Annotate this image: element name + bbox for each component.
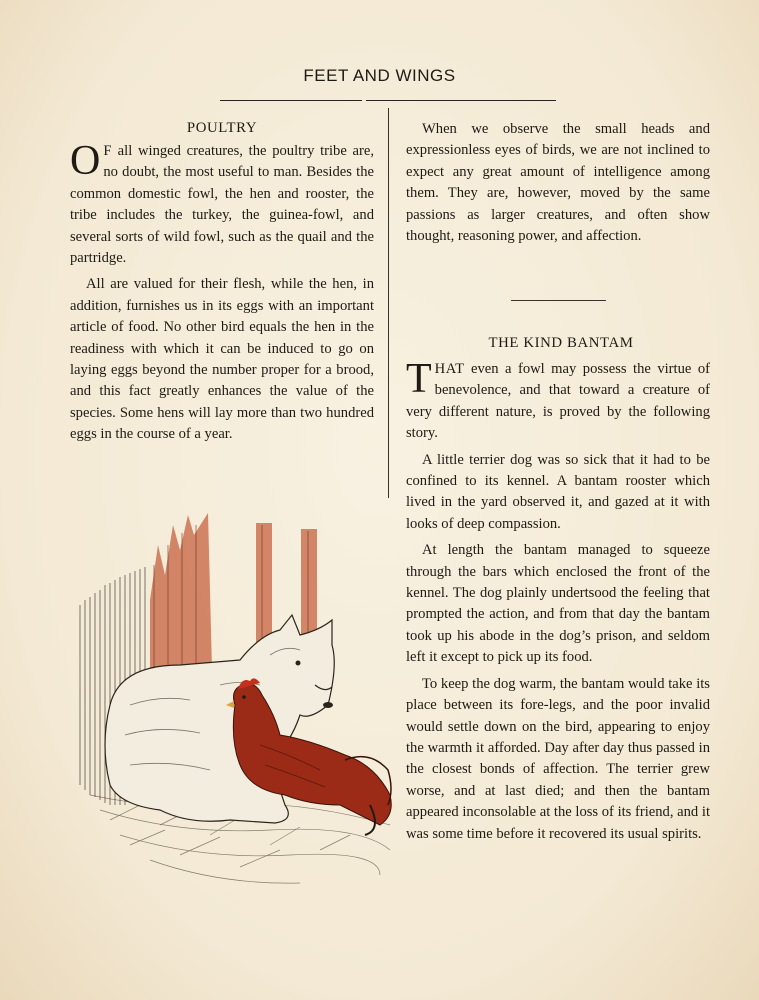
right-column-story xyxy=(406,333,710,850)
section-heading-poultry: POULTRY xyxy=(186,120,258,136)
paragraph: When we observe the small heads and expressionless eyes of birds, we are not inclined to expect any great amount of intelligence among them. They are, however, moved by the same passions as larger creatures, and often show thought, reasoning power, and affection. xyxy=(406,121,710,245)
paragraph xyxy=(70,138,374,269)
illustration-dog-and-rooster xyxy=(70,505,400,915)
paragraph: To keep the dog warm, the bantam would take its place between its fore-legs, and the poor invalid would settle down on the bird, appearing to enjoy the warmth it afforded. Day after day thus passed in the closest bonds of affection. The terrier grew worse, and at last died; and then the bantam appeared inconsolable at the loss of its friend, and it was some time before it recovered its usual spirits. xyxy=(406,675,710,842)
paragraph-text: all winged creatures, the poultry tribe are, no doubt, the most useful to man. Besides the common domestic fowl, the hen and rooster, the tribe includes the turkey, the guinea-fowl, and several sorts of wild fowl, such as the quail and the partridge. xyxy=(70,143,374,267)
left-column xyxy=(70,118,374,451)
drop-cap: T xyxy=(406,356,432,402)
paragraph xyxy=(406,356,710,445)
drop-cap: O xyxy=(70,138,101,184)
running-head: FEET AND WINGS xyxy=(303,66,456,85)
paragraph: A little terrier dog was so sick that it had to be confined to its kennel. A bantam rooster which lived in the yard observed it, and gazed at it with looks of deep compassion. xyxy=(406,451,710,532)
lead-caps: HAT xyxy=(434,361,465,377)
right-column-intro xyxy=(406,119,710,252)
paragraph: All are valued for their flesh, while the hen, in addition, furnishes us in its eggs with an important article of food. No other bird equals the hen in the readiness with which it can be induced to go on laying eggs beyond the number proper for a brood, and this fact greatly enhances the value of the species. Some hens will lay more than two hundred eggs in the course of a year. xyxy=(70,276,374,443)
header-rule-right xyxy=(366,100,556,101)
section-heading-kind-bantam: THE KIND BANTAM xyxy=(488,335,634,351)
header-rule-left xyxy=(220,100,362,101)
section-separator xyxy=(511,300,606,301)
paragraph: At length the bantam managed to squeeze through the bars which enclosed the front of the kennel. The dog plainly undertsood the feeling that prompted the action, and from that day the bantam took up his abode in the dog’s prison, and seldom left it except to pick up its food. xyxy=(406,542,710,666)
lead-caps: F xyxy=(103,143,112,159)
paragraph-text: even a fowl may possess the virtue of benevolence, and that toward a creature of very different nature, is proved by the following story. xyxy=(406,361,710,442)
column-divider xyxy=(388,108,389,498)
